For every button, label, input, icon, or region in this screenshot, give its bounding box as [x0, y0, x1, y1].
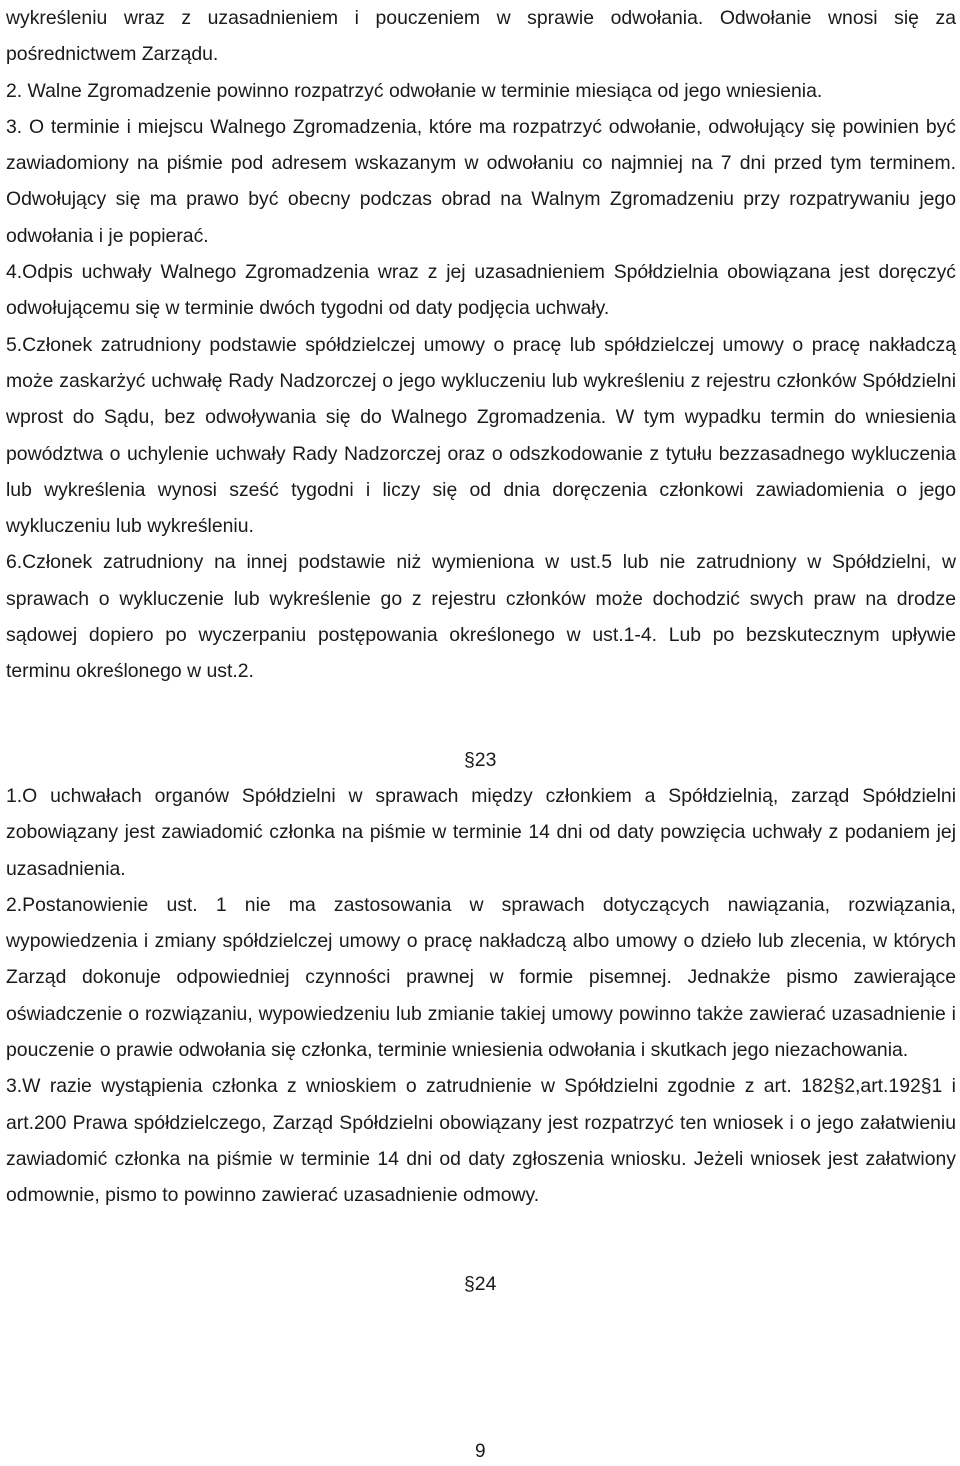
section-23-paragraph-2: 2.Postanowienie ust. 1 nie ma zastosowania w sprawach dotyczących nawiązania, rozwiązania, wypowiedzenia i zmiany spółdzielczej umowy o pracę nakładczą albo umowy o dzieło lub zlecenia, w których Zarząd dokonuje odpowiedniej czynności prawnej w formie pisemnej. Jednakże pismo zawierające oświadczenie o rozwiązaniu, wypowiedzeniu lub zmianie takiej umowy powinno także zawierać uzasadnienie i pouczenie o prawie odwołania się członka, terminie wniesienia odwołania i skutkach jego niezachowania.: [6, 893, 956, 1062]
section-heading-24: §24: [464, 1272, 497, 1295]
paragraph-item-6: 6.Członek zatrudniony na innej podstawie niż wymieniona w ust.5 lub nie zatrudniony w Spółdzielni, w sprawach o wykluczenie lub wykreślenie go z rejestru członków może dochodzić swych praw na drodze sądowej dopiero po wyczerpaniu postępowania określonego w ust.1-4. Lub po bezskutecznym upływie terminu określonego w ust.2.: [6, 551, 956, 683]
paragraph-item-5: 5.Członek zatrudniony podstawie spółdzielczej umowy o pracę lub spółdzielczej umowy o pracę nakładczą może zaskarżyć uchwałę Rady Nadzorczej o jego wykluczeniu lub wykreśleniu z rejestru członków Spółdzielni wprost do Sądu, bez odwoływania się do Walnego Zgromadzenia. W tym wypadku termin do wniesienia powództwa o uchylenie uchwały Rady Nadzorczej oraz o odszkodowanie z tytułu bezzasadnego wykluczenia lub wykreślenia wynosi sześć tygodni i liczy się od dnia doręczenia członkowi zawiadomienia o jego wykluczeniu lub wykreśleniu.: [6, 333, 956, 538]
section-23-paragraph-1: 1.O uchwałach organów Spółdzielni w sprawach między członkiem a Spółdzielnią, zarząd Spółdzielni zobowiązany jest zawiadomić członka na piśmie w terminie 14 dni od daty powzięcia uchwały z podaniem jej uzasadnienia.: [6, 784, 956, 880]
paragraph-continuation: wykreśleniu wraz z uzasadnieniem i pouczeniem w sprawie odwołania. Odwołanie wnosi się za pośrednictwem Zarządu.: [6, 7, 956, 66]
paragraph-item-3: 3. O terminie i miejscu Walnego Zgromadzenia, które ma rozpatrzyć odwołanie, odwołujący się powinien być zawiadomiony na piśmie pod adresem wskazanym w odwołaniu co najmniej na 7 dni przed tym terminem. Odwołujący się ma prawo być obecny podczas obrad na Walnym Zgromadzeniu przy rozpatrywaniu jego odwołania i je popierać.: [6, 115, 956, 247]
section-23-paragraph-3: 3.W razie wystąpienia członka z wnioskiem o zatrudnienie w Spółdzielni zgodnie z art. 182§2,art.192§1 i art.200 Prawa spółdzielczego, Zarząd Spółdzielni obowiązany jest rozpatrzyć ten wniosek i o jego załatwieniu zawiadomić członka na piśmie w terminie 14 dni od daty zgłoszenia wniosku. Jeżeli wniosek jest załatwiony odmownie, pismo to powinno zawierać uzasadnienie odmowy.: [6, 1075, 956, 1207]
section-spacer: [6, 690, 956, 742]
paragraph-item-2: 2. Walne Zgromadzenie powinno rozpatrzyć odwołanie w terminie miesiąca od jego wniesienia.: [6, 79, 823, 102]
document-page: [6, 0, 956, 1302]
section-heading-23: §23: [464, 748, 497, 771]
page-number: 9: [475, 1441, 486, 1462]
paragraph-item-4: 4.Odpis uchwały Walnego Zgromadzenia wraz z jej uzasadnieniem Spółdzielnia obowiązana jest doręczyć odwołującemu się w terminie dwóch tygodni od daty podjęcia uchwały.: [6, 261, 956, 320]
